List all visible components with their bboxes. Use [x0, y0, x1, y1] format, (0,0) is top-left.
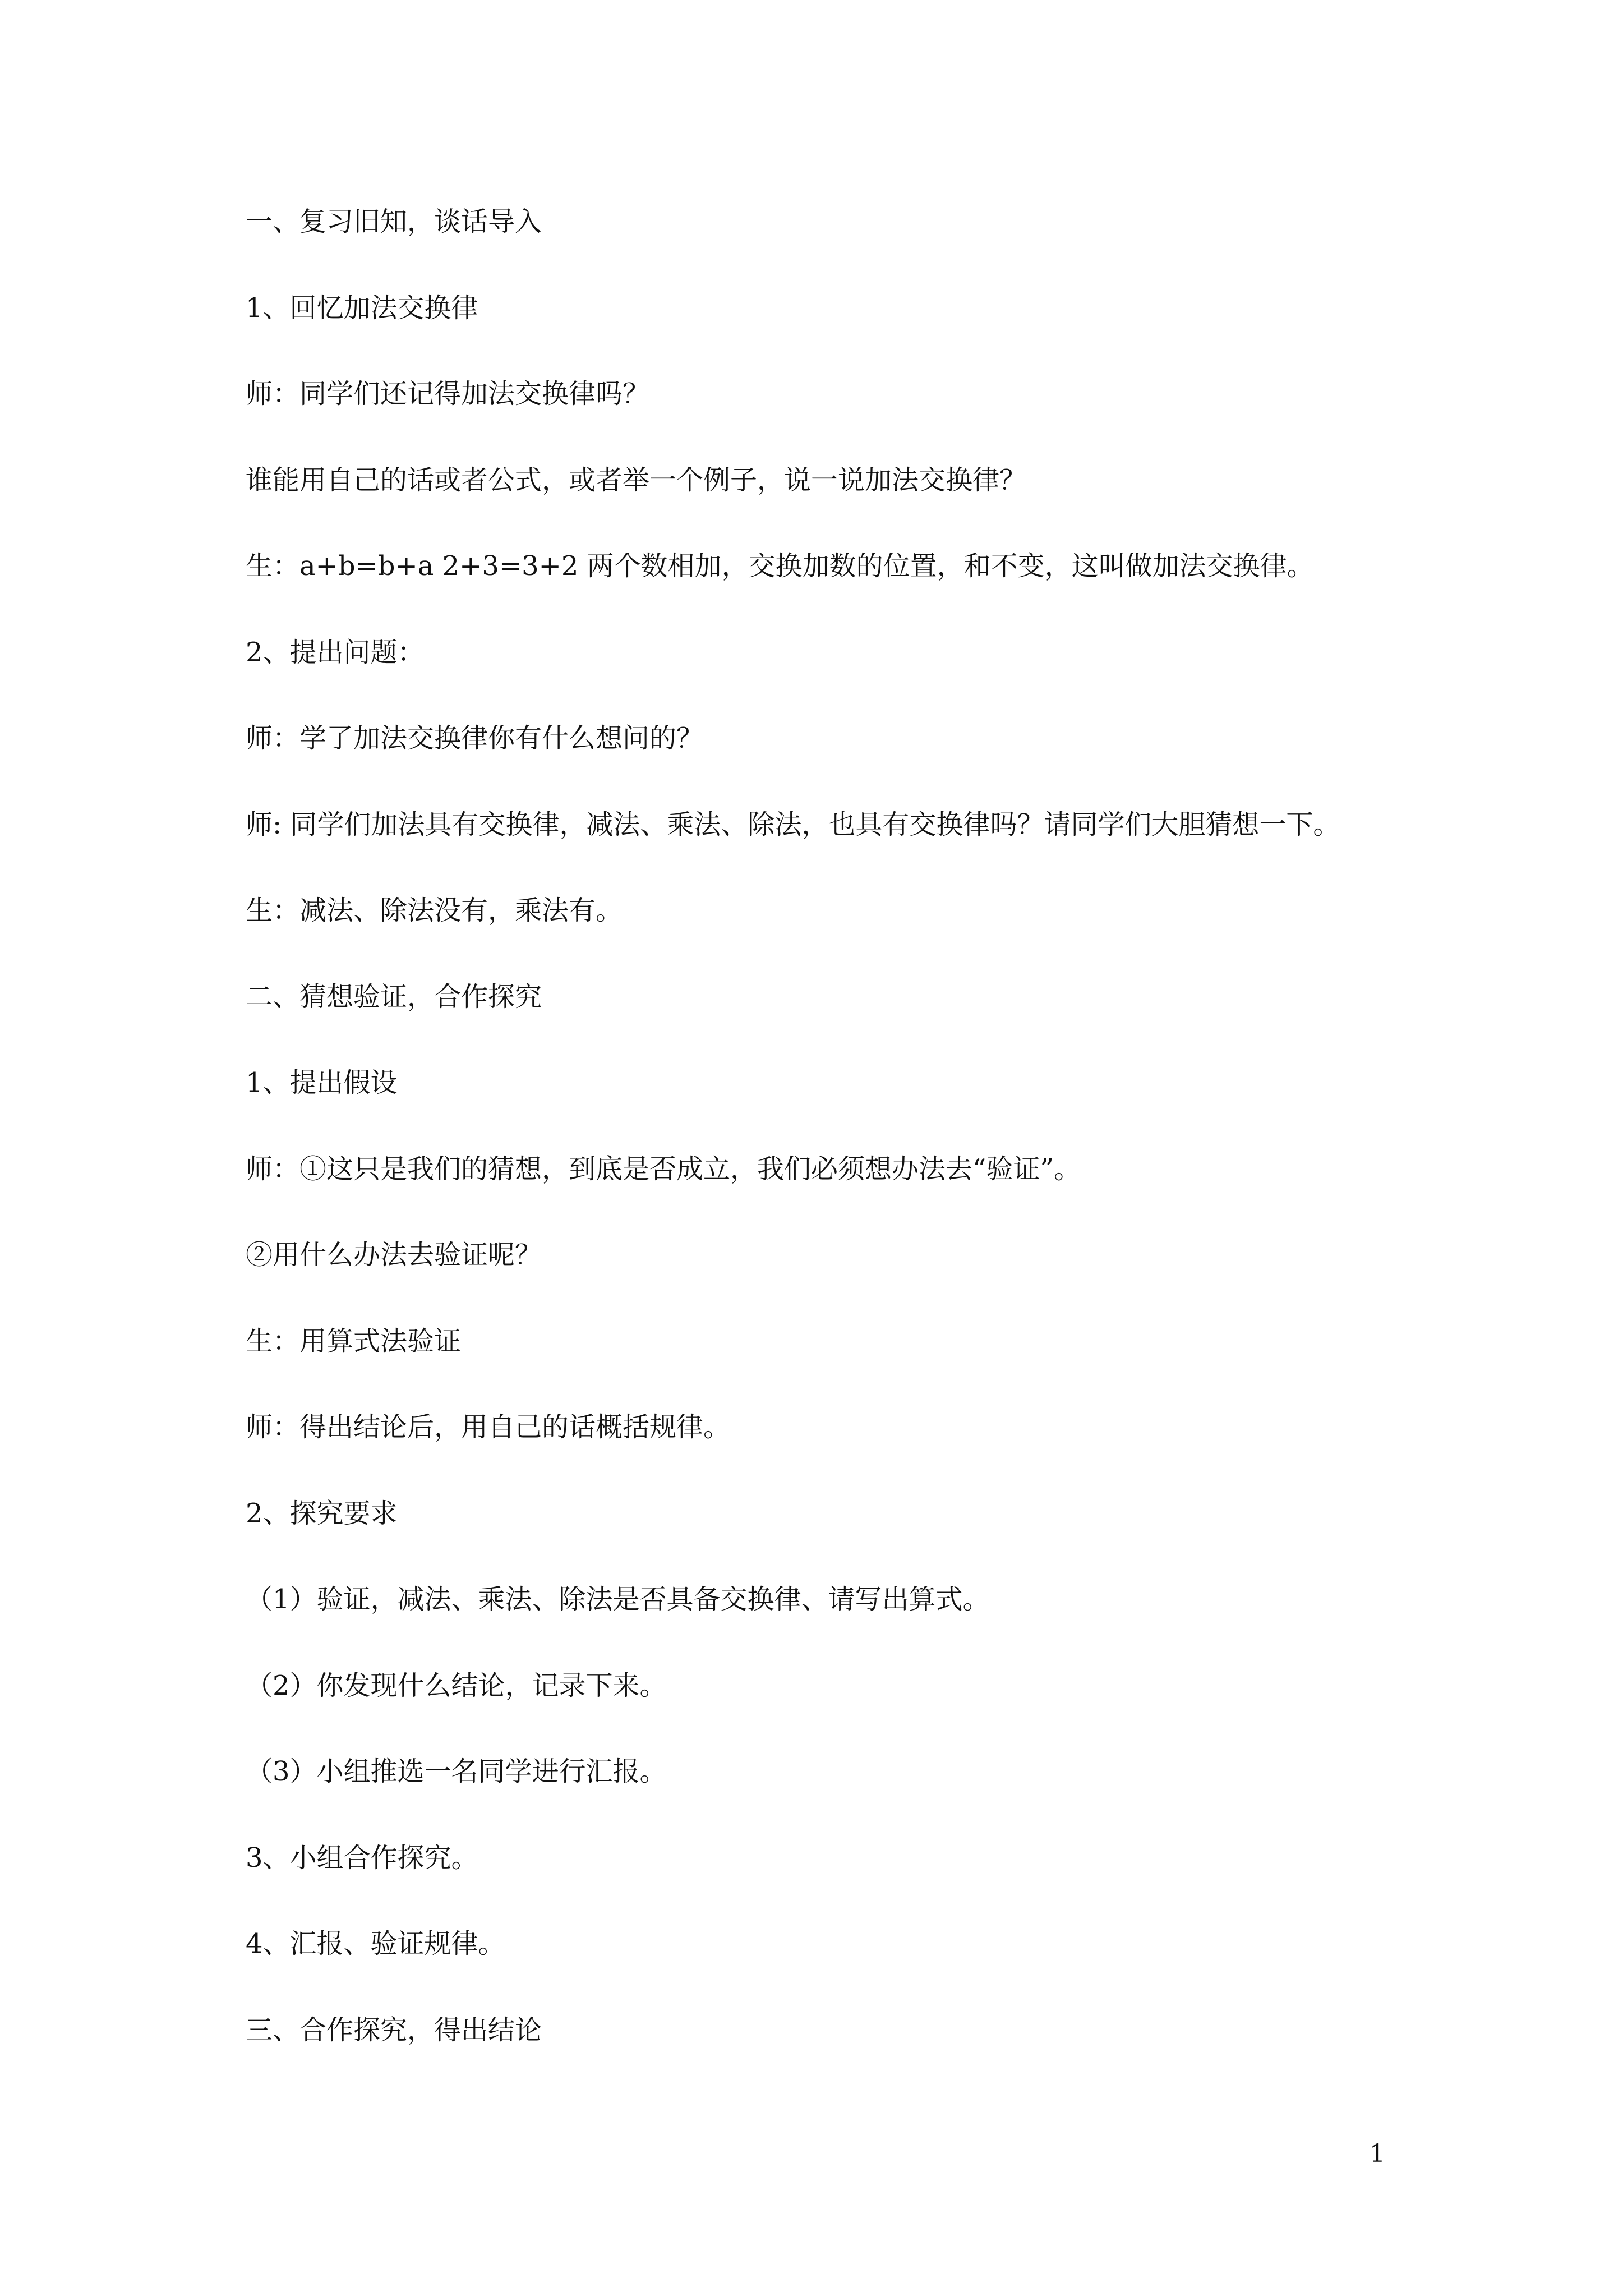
paragraph-line: 师：学了加法交换律你有什么想问的？	[246, 723, 704, 754]
document-body	[246, 199, 1418, 2093]
paragraph-line: 师：同学们还记得加法交换律吗？	[246, 378, 650, 409]
paragraph-line: 师：①这只是我们的猜想，到底是否成立，我们必须想办法去“验证”。	[246, 1153, 1081, 1185]
heading-guess-verify: 二、猜想验证，合作探究	[246, 981, 542, 1013]
paragraph-line: 谁能用自己的话或者公式，或者举一个例子，说一说加法交换律？	[246, 464, 1027, 496]
paragraph-line: 生：a+b=b+a 2+3=3+2 两个数相加，交换加数的位置，和不变，这叫做加法交换律。	[246, 550, 1314, 582]
subheading-report: 4、汇报、验证规律。	[246, 1928, 505, 1959]
subheading-requirements: 2、探究要求	[246, 1497, 398, 1529]
subheading-question: 2、提出问题：	[246, 636, 425, 668]
page-number: 1	[1370, 2139, 1385, 2168]
list-item: （3）小组推选一名同学进行汇报。	[246, 1756, 667, 1787]
paragraph-line: 生：减法、除法没有，乘法有。	[246, 895, 623, 926]
subheading-group-work: 3、小组合作探究。	[246, 1842, 478, 1874]
heading-review: 一、复习旧知，谈话导入	[246, 206, 542, 237]
paragraph-line: 师: 同学们加法具有交换律，减法、乘法、除法，也具有交换律吗？请同学们大胆猜想一下。	[246, 808, 1340, 840]
list-item: （1）验证，减法、乘法、除法是否具备交换律、请写出算式。	[246, 1584, 990, 1615]
paragraph-line: 师：得出结论后，用自己的话概括规律。	[246, 1411, 731, 1443]
paragraph-line: ②用什么办法去验证呢？	[246, 1239, 542, 1271]
paragraph-line: 生：用算式法验证	[246, 1325, 462, 1357]
heading-conclusion: 三、合作探究，得出结论	[246, 2014, 542, 2046]
subheading-recall: 1、回忆加法交换律	[246, 292, 478, 324]
list-item: （2）你发现什么结论，记录下来。	[246, 1669, 667, 1701]
subheading-hypothesis: 1、提出假设	[246, 1067, 398, 1098]
